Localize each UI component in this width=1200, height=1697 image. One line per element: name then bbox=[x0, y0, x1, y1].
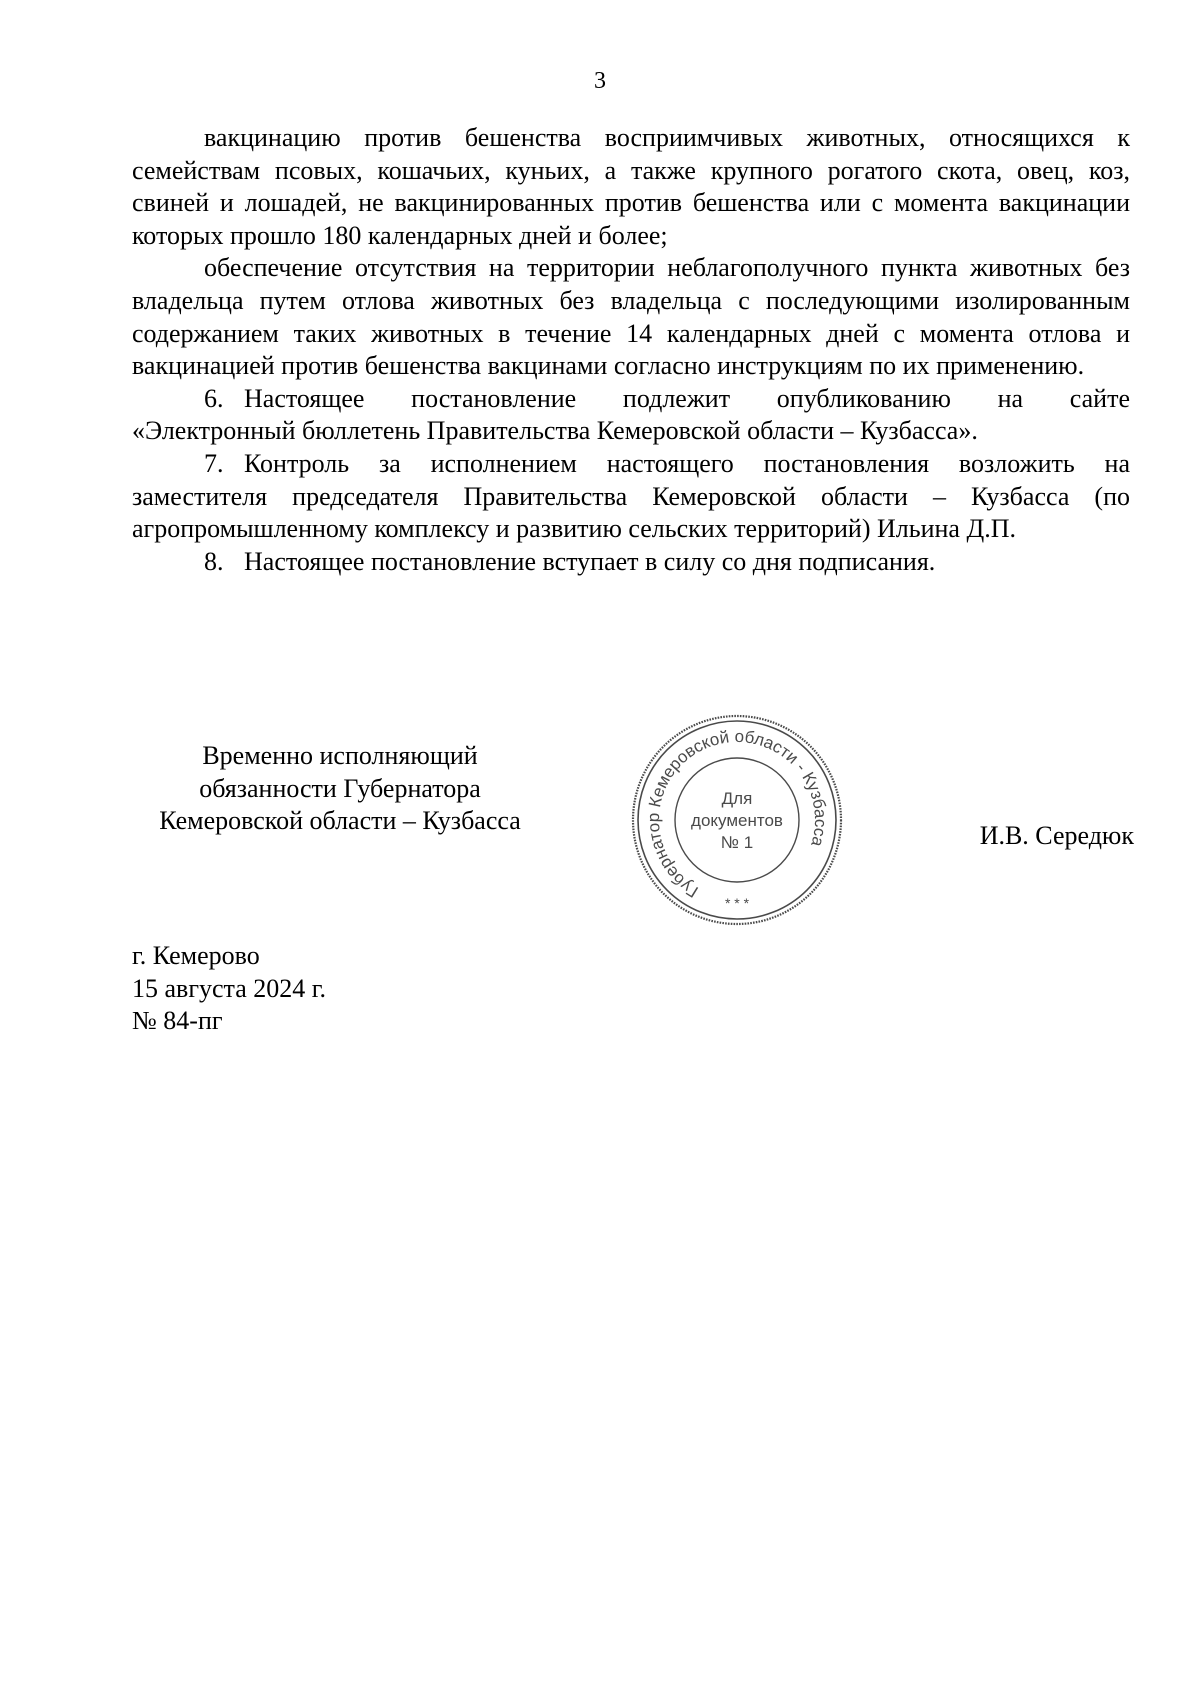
stamp-ring-text: Губернатор Кемеровской области - Кузбасса bbox=[643, 726, 831, 902]
stamp-line-2: документов bbox=[691, 811, 783, 830]
paragraph-8-number: 8. bbox=[204, 546, 224, 576]
footer-date: 15 августа 2024 г. bbox=[132, 973, 326, 1003]
paragraph-vaccination: вакцинацию против бешенства восприимчивых животных, относящихся к семействам псовых, кошачьих, куньих, а также крупного рогатого скота, овец, коз, свиней и лошадей, не вакцинированных против бешенства или с момента вакцинации которых прошло 180 календарных дней и более; bbox=[132, 123, 1130, 250]
footer-number: № 84-пг bbox=[132, 1006, 223, 1036]
paragraph-6 bbox=[132, 383, 1130, 416]
stamp-line-1: Для bbox=[721, 789, 753, 808]
signatory-position bbox=[130, 740, 550, 838]
paragraph-7 bbox=[132, 448, 1130, 546]
signatory-position-line: Временно исполняющий bbox=[202, 741, 478, 770]
document-footer bbox=[132, 940, 326, 1038]
signatory-name: И.В. Середюк bbox=[979, 821, 1134, 850]
paragraph-6-continuation: «Электронный бюллетень Правительства Кемеровской области – Кузбасса». bbox=[132, 416, 978, 446]
paragraph-8-text: Настоящее постановление вступает в силу со дня подписания. bbox=[244, 546, 936, 576]
paragraph-7-text: Контроль за исполнением настоящего постановления возложить на заместителя председателя Правительства Кемеровской области – Кузбасса (по агропромышленному комплексу и развитию сельских территорий) Ильина Д.П. bbox=[132, 448, 1130, 544]
footer-city: г. Кемерово bbox=[132, 941, 260, 970]
stamp-line-3: № 1 bbox=[720, 833, 754, 852]
signatory-position-line: обязанности Губернатора bbox=[199, 773, 481, 803]
signatory-position-line: Кемеровской области – Кузбасса bbox=[159, 806, 521, 836]
page-number: 3 bbox=[594, 68, 606, 94]
paragraph-6-text: Настоящее постановление подлежит опубликованию на сайте bbox=[244, 383, 1130, 413]
official-stamp bbox=[629, 712, 845, 928]
paragraph-8 bbox=[132, 546, 1130, 579]
body-text bbox=[132, 122, 1130, 578]
stamp-stars: * * * bbox=[724, 895, 750, 911]
paragraph-stray-animals: обеспечение отсутствия на территории неблагополучного пункта животных без владельца путем отлова животных без владельца с последующими изолированным содержанием таких животных в течение 14 календарных дней с момента отлова и вакцинацией против бешенства вакцинами согласно инструкциям по их применению. bbox=[132, 253, 1130, 381]
paragraph-7-number: 7. bbox=[204, 448, 224, 478]
paragraph-6-number: 6. bbox=[204, 383, 224, 413]
